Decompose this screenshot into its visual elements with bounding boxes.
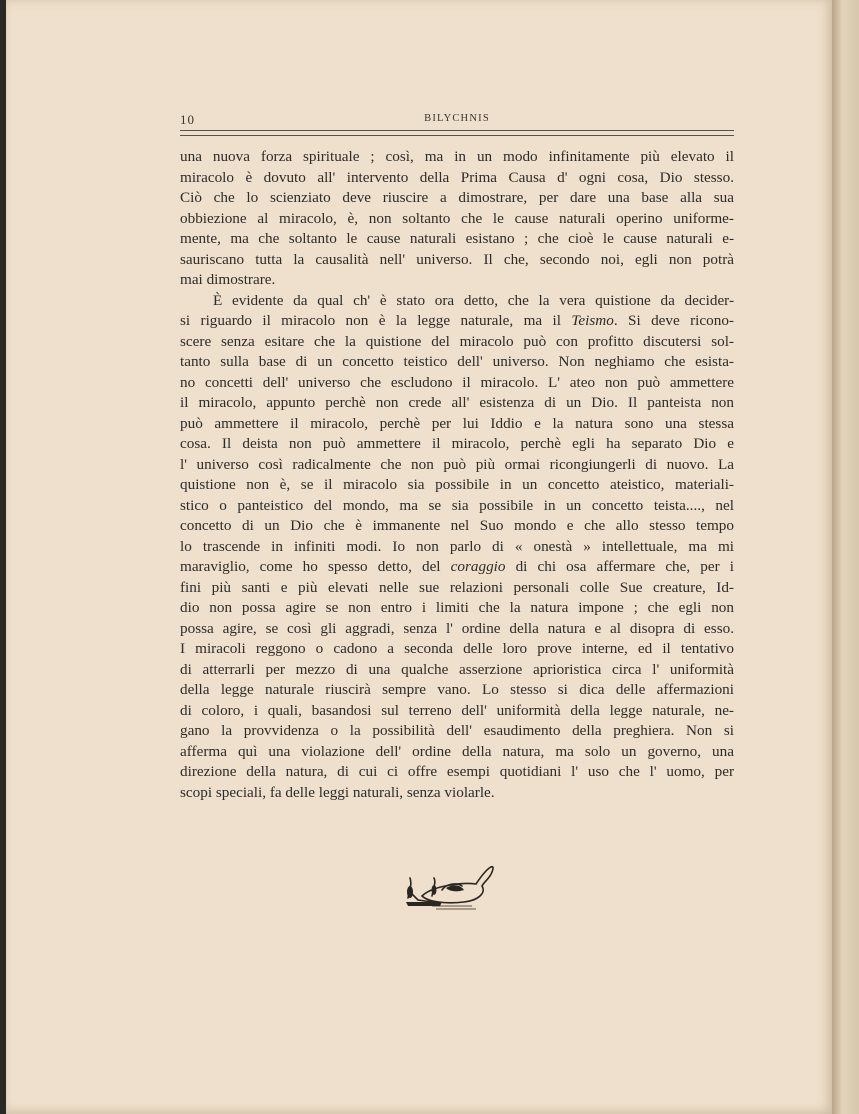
text-line: scopi speciali, fa delle leggi naturali, senza violarle.	[180, 783, 495, 801]
text-line: dio non possa agire se non entro i limiti che la natura impone ; che egli non	[180, 599, 734, 616]
text-line: quistione non è, se il miracolo sia possibile in un concetto ateistico, materiali-	[180, 476, 734, 493]
header-rule	[180, 130, 734, 136]
text-line: gano la provvidenza o la possibilità dell' esaudimento della preghiera. Non si	[180, 722, 734, 739]
text-line: no concetti dell' universo che escludono il miracolo. L' ateo non può ammettere	[180, 373, 734, 391]
text-line: concetto di un Dio che è immanente nel Suo mondo e che allo stesso tempo	[180, 517, 734, 534]
page-number: 10	[180, 112, 195, 127]
text-line: può ammettere il miracolo, perchè per lui Iddio e la natura sono una stessa	[180, 414, 734, 432]
text-line: possa agire, se così gli aggradi, senza l' ordine della natura e al disopra di esso.	[180, 619, 734, 637]
text-line: maraviglio, come ho spesso detto, del coraggio di chi osa affermare che, per i	[180, 558, 734, 575]
text-line: afferma quì una violazione dell' ordine della natura, ma solo un governo, una	[180, 742, 734, 760]
text-line: Ciò che lo scienziato deve riuscire a dimostrare, per dare una base alla sua	[180, 189, 734, 206]
text-line: mai dimostrare.	[180, 271, 276, 288]
text-line: tanto sulla base di un concetto teistico dell' universo. Non neghiamo che esista-	[180, 353, 734, 370]
text-line: cosa. Il deista non può ammettere il miracolo, perchè egli ha separato Dio e	[180, 435, 734, 452]
text-line: il miracolo, appunto perchè non crede all' esistenza di un Dio. Il panteista non	[180, 394, 734, 411]
text-line: direzione della natura, di cui ci offre esempi quotidiani l' uso che l' uomo, per	[180, 763, 734, 780]
text-line: scere senza esitare che la quistione del miracolo può con profitto discutersi sol-	[180, 332, 734, 350]
text-line: l' universo così radicalmente che non può più ormai ricongiungerli di nuovo. La	[180, 455, 734, 473]
text-line: stico o panteistico del mondo, ma se sia possibile in un concetto teista...., nel	[180, 496, 734, 514]
text-line: È evidente da qual ch' è stato ora detto, che la vera quistione da decider-	[213, 291, 734, 309]
journal-name: BILYCHNIS	[424, 113, 490, 124]
text-line: obbiezione al miracolo, è, non soltanto che le cause naturali operino uniforme-	[180, 209, 734, 227]
text-line: fini più santi e più elevati nelle sue relazioni personali colle Sue creature, Id-	[180, 578, 734, 596]
text-line: una nuova forza spirituale ; così, ma in un modo infinitamente più elevato il	[180, 148, 734, 165]
text-line: I miracoli reggono o cadono a seconda delle loro prove interne, ed il tentativo	[180, 640, 734, 657]
next-page-edge	[832, 0, 859, 1114]
text-line: di coloro, i quali, basandosi sul terreno dell' uniformità della legge naturale, ne-	[180, 701, 734, 719]
text-line: lo trascende in infiniti modi. Io non parlo di « onestà » intellettuale, ma mi	[180, 537, 734, 555]
text-line: sauriscano tutta la causalità nell' universo. Il che, secondo noi, egli non potrà	[180, 250, 734, 268]
body-text	[180, 147, 734, 803]
oil-lamp-icon	[402, 856, 498, 914]
text-line: di atterrarli per mezzo di una qualche asserzione aprioristica circa l' uniformità	[180, 660, 734, 678]
text-line: mente, ma che soltanto le cause naturali esistano ; che cioè le cause naturali e-	[180, 230, 734, 247]
text-line: miracolo è dovuto all' intervento della Prima Causa d' ogni cosa, Dio stesso.	[180, 168, 734, 186]
text-line: si riguardo il miracolo non è la legge naturale, ma il Teismo. Si deve ricono-	[180, 312, 734, 329]
text-line: della legge naturale riuscirà sempre vano. Lo stesso si dica delle affermazioni	[180, 681, 734, 698]
running-head	[180, 112, 734, 130]
